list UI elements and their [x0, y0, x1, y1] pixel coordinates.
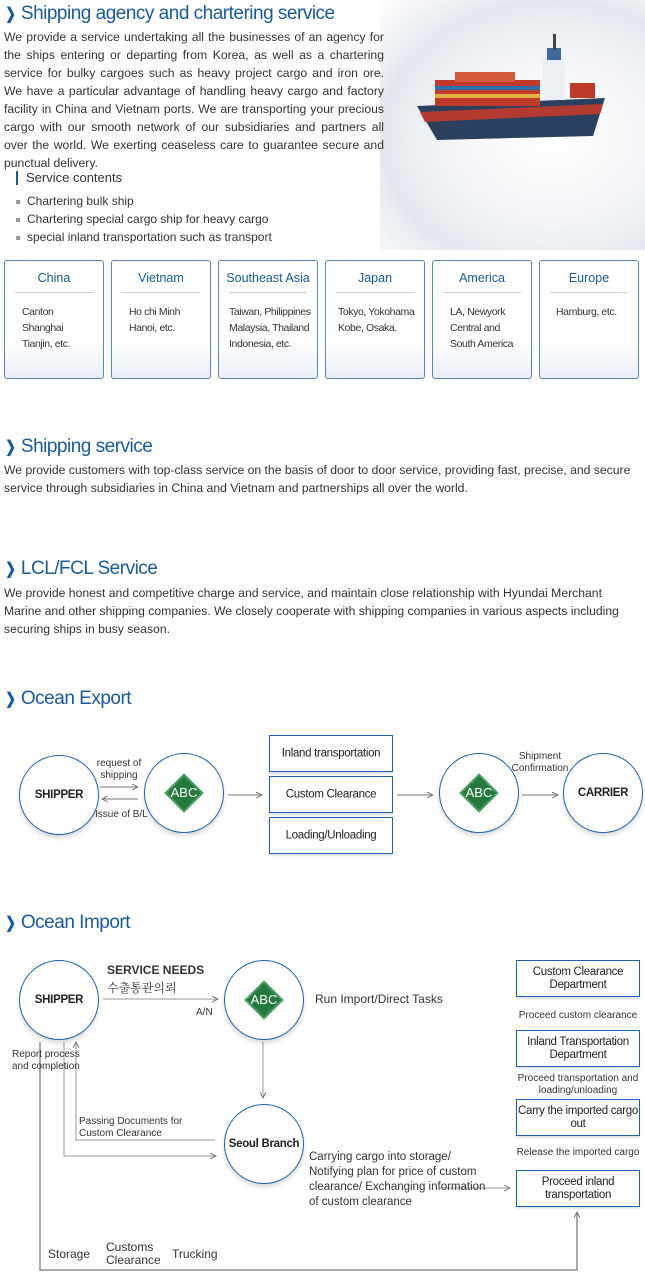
export-abc-node-1 [144, 753, 224, 833]
agency-body: We provide a service undertaking all the businesses of an agency for the ships entering or departing from Korea, as well as a chartering service for bulky cargoes such as heavy project cargo and iron ore. We have a particular advantage of handling heavy cargo and factory facility in China and Vietnam ports. We are transporting your precious cargo with our smooth network of our subsidiaries and partners all over the world. We exerting ceaseless care to guarantee secure and punctual delivery. [4, 30, 384, 170]
service-needs-label: SERVICE NEEDS [107, 963, 205, 977]
export-box-inland [269, 735, 393, 772]
region-city: Taiwan, Philippines [229, 306, 311, 318]
import-title-text: Ocean Import [20, 912, 131, 933]
issue-of-bl-label: Issue of B/L [95, 809, 148, 820]
region-city: Kobe, Osaka. [338, 322, 397, 334]
region-city: Malaysia, Thailand [229, 322, 310, 334]
run-import-label: Run Import/Direct Tasks [315, 992, 443, 1006]
abc-logo-text: ABC [170, 785, 198, 800]
node-label: SHIPPER [34, 789, 84, 801]
import-abc-node [224, 960, 304, 1040]
region-city: Ho chi Minh [129, 306, 181, 318]
region-city: Tianjin, etc. [22, 338, 71, 350]
seoul-branch-node [224, 1104, 304, 1184]
region-name: Southeast Asia [226, 271, 310, 285]
export-abc-node-2 [439, 753, 519, 833]
region-card-america [432, 260, 532, 379]
import-title [4, 912, 130, 934]
trucking-label: Trucking [172, 1247, 218, 1261]
export-title-text: Ocean Export [20, 688, 132, 709]
shipping-title [4, 436, 152, 458]
region-city: Central and [450, 322, 500, 334]
box-label: Loading/Unloading [285, 829, 377, 841]
region-card-vietnam [111, 260, 211, 379]
import-step-caption: Proceed transportation and loading/unloading [517, 1073, 639, 1096]
customs-clearance-label: Customs Clearance [106, 1240, 161, 1267]
region-city: Indonesia, etc. [229, 338, 292, 350]
abc-logo-text: ABC [465, 785, 493, 800]
export-shipper-node [19, 755, 99, 835]
region-card-europe [539, 260, 639, 379]
box-label: Carry the imported cargo out [518, 1104, 638, 1130]
service-item: Chartering special cargo ship for heavy cargo [16, 212, 268, 226]
chevron-right-icon: ❯ [5, 561, 16, 578]
region-city: South America [450, 338, 514, 350]
region-city: LA, Newyork [450, 306, 506, 318]
lcl-title-text: LCL/FCL Service [20, 558, 158, 579]
box-label: Custom Clearance [285, 788, 377, 800]
export-box-custom [269, 776, 393, 813]
box-label: Inland transportation [281, 747, 381, 759]
abc-logo-icon [459, 773, 499, 813]
box-label: Custom Clearance Department [532, 965, 624, 991]
import-step-box [516, 1030, 640, 1067]
export-box-loading [269, 817, 393, 854]
abc-logo-icon [244, 980, 284, 1020]
node-label: Seoul Branch [228, 1138, 300, 1150]
region-name: China [37, 271, 71, 285]
chevron-right-icon: ❯ [5, 915, 16, 932]
region-city: Shanghai [22, 322, 64, 334]
chevron-right-icon: ❯ [5, 6, 16, 23]
agency-title-text: Shipping agency and chartering service [20, 3, 335, 24]
region-city: Tokyo, Yokohama [338, 306, 415, 318]
import-step-box [516, 1099, 640, 1136]
chevron-right-icon: ❯ [5, 691, 16, 708]
node-label: SHIPPER [34, 994, 84, 1006]
report-process-label: Report process and completion [12, 1049, 80, 1072]
region-name: Europe [568, 271, 610, 285]
korean-request-label: 수출통관의뢰 [107, 981, 177, 995]
region-city: Hanoi, etc. [129, 322, 175, 334]
storage-label: Storage [48, 1247, 91, 1261]
carrying-cargo-label: Carrying cargo into storage/ Notifying plan for price of custom clearance/ Exchanging information of custom clearance [309, 1151, 486, 1208]
region-city: Hamburg, etc. [556, 306, 617, 318]
lcl-body: We provide honest and competitive charge and service, and maintain close relationship with Hyundai Merchant Marine and other shipping companies. We closely cooperate with shipping companies in various aspects including securing ships in busy season. [4, 586, 619, 636]
abc-logo-text: ABC [250, 992, 278, 1007]
import-step-caption: Proceed custom clearance [518, 1010, 638, 1021]
shipping-body: We provide customers with top-class service on the basis of door to door service, providing fast, precise, and secure service through subsidiaries in China and Vietnam and partnerships all over the world. [4, 463, 631, 495]
service-item: special inland transportation such as transport [16, 230, 272, 244]
service-item: Chartering bulk ship [16, 194, 134, 208]
shipment-confirmation-label: Shipment Confirmation [511, 751, 569, 774]
import-step-box [516, 1170, 640, 1207]
chevron-right-icon: ❯ [5, 439, 16, 456]
an-label: A/N [196, 1007, 213, 1018]
import-step-box [516, 960, 640, 997]
service-contents-heading: Service contents [16, 171, 122, 185]
abc-logo-icon [164, 773, 204, 813]
box-label: Inland Transportation Department [527, 1035, 629, 1061]
export-carrier-node [563, 753, 643, 833]
region-card-japan [325, 260, 425, 379]
region-city: Canton [22, 306, 54, 318]
import-shipper-node [19, 960, 99, 1040]
lcl-title [4, 558, 157, 580]
box-label: Proceed inland transportation [541, 1175, 615, 1201]
passing-documents-label: Passing Documents for Custom Clearance [79, 1116, 183, 1139]
node-label: CARRIER [577, 787, 629, 799]
export-title [4, 688, 131, 710]
shipping-title-text: Shipping service [20, 436, 153, 457]
region-name: Japan [357, 271, 393, 285]
region-name: America [459, 271, 505, 285]
request-of-shipping-label: request of shipping [96, 758, 142, 781]
region-card-southeast-asia [218, 260, 318, 379]
region-name: Vietnam [138, 271, 184, 285]
region-card-china [4, 260, 104, 379]
import-step-caption: Release the imported cargo [516, 1147, 640, 1158]
agency-title [4, 3, 335, 25]
container-ship-illustration [415, 28, 610, 143]
